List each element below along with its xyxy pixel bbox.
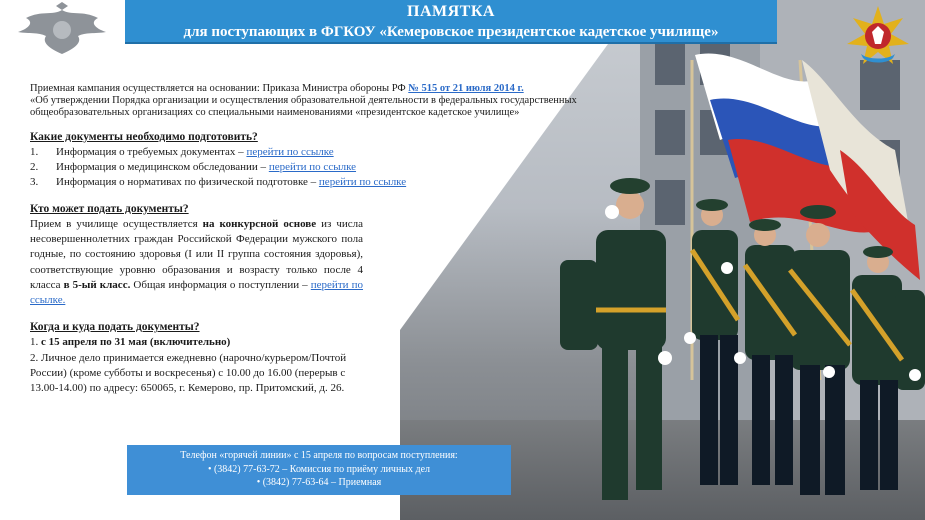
physical-standards-link[interactable]: перейти по ссылке [318, 176, 407, 188]
who-text: Общая информация о поступлении – [130, 278, 311, 291]
cadet-school-emblem-icon [843, 4, 913, 66]
documents-heading: Какие документы необходимо подготовить? [30, 131, 258, 143]
admission-info-link[interactable]: перейти по ссылке. [30, 278, 363, 307]
item-text: Информация о медицинском обследовании – [56, 161, 269, 173]
documents-list [30, 145, 600, 190]
header-banner [125, 0, 777, 44]
page-title: ПАМЯТКА [407, 3, 495, 20]
list-item [30, 175, 600, 190]
hotline-title: Телефон «горячей линии» с 15 апреля по вопросам поступления: [180, 450, 458, 461]
intro-text: Приемная кампания осуществляется на основании: Приказа Министра обороны РФ [30, 83, 409, 94]
item-number: 3. [30, 176, 39, 188]
medical-exam-link[interactable]: перейти по ссылке [268, 161, 357, 173]
page-subtitle: для поступающих в ФГКОУ «Кемеровское президентское кадетское училище» [183, 24, 719, 40]
ministry-emblem-icon [12, 2, 112, 60]
dates-text: с 15 апреля по 31 мая (включительно) [41, 336, 231, 349]
who-text: Прием в училище осуществляется [30, 218, 203, 230]
hotline-phone-commission: • (3842) 77-63-72 – Комиссия по приёму личных дел [207, 463, 431, 475]
hotline-phone-reception: • (3842) 77-63-64 – Приемная [256, 477, 382, 488]
who-paragraph [30, 217, 363, 308]
item-number: 2. [30, 161, 39, 173]
item-text: Информация о нормативах по физической подготовке – [56, 176, 319, 188]
when-heading: Когда и куда подать документы? [30, 321, 200, 334]
list-item [30, 145, 600, 160]
who-bold-grade: в 5-ый класс. [63, 278, 131, 291]
list-item [30, 160, 600, 175]
required-documents-link[interactable]: перейти по ссылке [246, 146, 334, 158]
item-number: 1. [30, 336, 41, 349]
content-area [30, 83, 600, 397]
when-block [30, 335, 363, 397]
when-item-dates [30, 335, 363, 350]
order-link[interactable]: № 515 от 21 июля 2014 г. [408, 83, 524, 94]
item-text: Информация о требуемых документах – [56, 146, 247, 158]
who-bold-competitive: на конкурсной основе [202, 218, 317, 230]
item-number: 1. [30, 146, 39, 158]
intro-text-order-title: «Об утверждении Порядка организации и осуществления образовательной деятельности в федеральных государственных общеобразовательных организациях со специальными наименованиями «президентское кадетское училище» [30, 95, 577, 118]
hotline-box [127, 445, 511, 495]
who-text: из числа несовершеннолетних граждан Российской Федерации мужского пола годные, по состоянию здоровья (I или II группа состояния здоровья), соответствующие уровню образования и возрасту только после 4 класса [30, 218, 363, 291]
when-item-address: 2. Личное дело принимается ежедневно (нарочно/курьером/Почтой России) (кроме субботы и воскресенья) с 10.00 до 16.00 (перерыв с 13.00-14.00) по адресу: 650065, г. Кемерово, пр. Притомский, д. 26. [30, 351, 347, 395]
who-heading: Кто может подать документы? [30, 203, 189, 215]
intro-paragraph [30, 83, 600, 119]
